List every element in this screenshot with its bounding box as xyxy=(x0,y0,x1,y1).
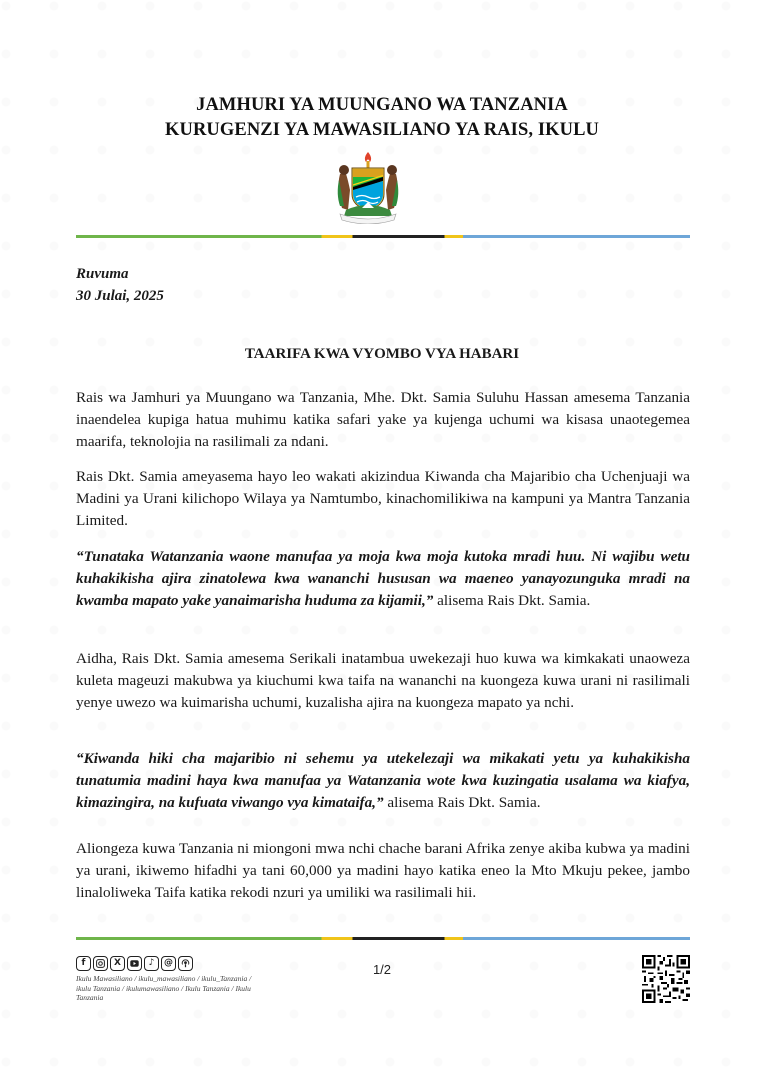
tiktok-icon[interactable]: ♪ xyxy=(144,956,159,971)
paragraph-4: Aidha, Rais Dkt. Samia amesema Serikali inatambua uwekezaji huo kuwa wa kimkakati unaoweza kuleta mageuzi makubwa ya kiuchumi kwa taifa na wananchi na kuongeza kuwa urani ni rasilimali yenye uwezo wa kuimarisha uchumi, kuzalisha ajira na kuongeza mapato ya nchi. xyxy=(76,650,690,711)
coat-of-arms-icon xyxy=(332,150,404,224)
date: 30 Julai, 2025 xyxy=(76,288,164,304)
page-number: 1/2 xyxy=(372,962,392,977)
paragraph-2: Rais Dkt. Samia ameyasema hayo leo wakati akizindua Kiwanda cha Majaribio cha Uchenjuaji wa Madini ya Urani kilichopo Wilaya ya Namtumbo, kinachomilikiwa na kampuni ya Mantra Tanzania Limited. xyxy=(76,468,690,529)
quote-text: “Kiwanda hiki cha majaribio ni sehemu ya utekelezaji wa mikakati yetu ya kuhakikisha tunatumia madini haya kwa manufaa ya Watanzania wote kwa kuzingatia usalama wa kiafya, kimazingira, na kufuata viwango vya kimataifa,” xyxy=(76,750,690,811)
facebook-icon[interactable]: f xyxy=(76,956,91,971)
x-icon[interactable]: X xyxy=(110,956,125,971)
threads-icon[interactable]: @ xyxy=(161,956,176,971)
social-handles: Ikulu Mawasiliano / ikulu_mawasiliano / ikulu_Tanzania / ikulu Tanzania / ikulumawasiliano / Ikulu Tanzania / Ikulu Tanzania xyxy=(76,974,252,1002)
footer-divider xyxy=(76,937,690,940)
press-release-title: TAARIFA KWA VYOMBO VYA HABARI xyxy=(244,346,520,362)
paragraph-3-quote xyxy=(76,546,690,612)
header-directorate: KURUGENZI YA MAWASILIANO YA RAIS, IKULU xyxy=(165,120,599,140)
quote-attribution: alisema Rais Dkt. Samia. xyxy=(433,592,591,609)
quote-text: “Tunataka Watanzania waone manufaa ya moja kwa moja kutoka mradi huu. Ni wajibu wetu kuhakikisha ajira zinatolewa kwa wananchi hususan wa maeneo yanayozunguka mradi na kwamba mapato yake yanaimarisha huduma za kijamii,” xyxy=(76,548,690,609)
qr-code-icon[interactable] xyxy=(642,955,690,1003)
header-divider xyxy=(76,235,690,238)
quote-attribution: alisema Rais Dkt. Samia. xyxy=(383,794,541,811)
paragraph-6: Aliongeza kuwa Tanzania ni miongoni mwa nchi chache barani Afrika zenye akiba kubwa ya madini ya urani, ikiwemo hifadhi ya tani 60,000 ya madini hayo katika eneo la Mto Mkuju pekee, jambo linaloliweka Taifa katika rekodi nzuri ya umiliki wa rasilimali hii. xyxy=(76,840,690,901)
paragraph-1: Rais wa Jamhuri ya Muungano wa Tanzania, Mhe. Dkt. Samia Suluhu Hassan amesema Tanzania inaendelea kupiga hatua muhimu katika safari yake ya kujenga uchumi wa kisasa unaotegemea maarifa, teknolojia na rasilimali za ndani. xyxy=(76,389,690,450)
header-republic: JAMHURI YA MUUNGANO WA TANZANIA xyxy=(196,95,568,115)
location: Ruvuma xyxy=(76,266,129,282)
paragraph-5-quote xyxy=(76,748,690,814)
